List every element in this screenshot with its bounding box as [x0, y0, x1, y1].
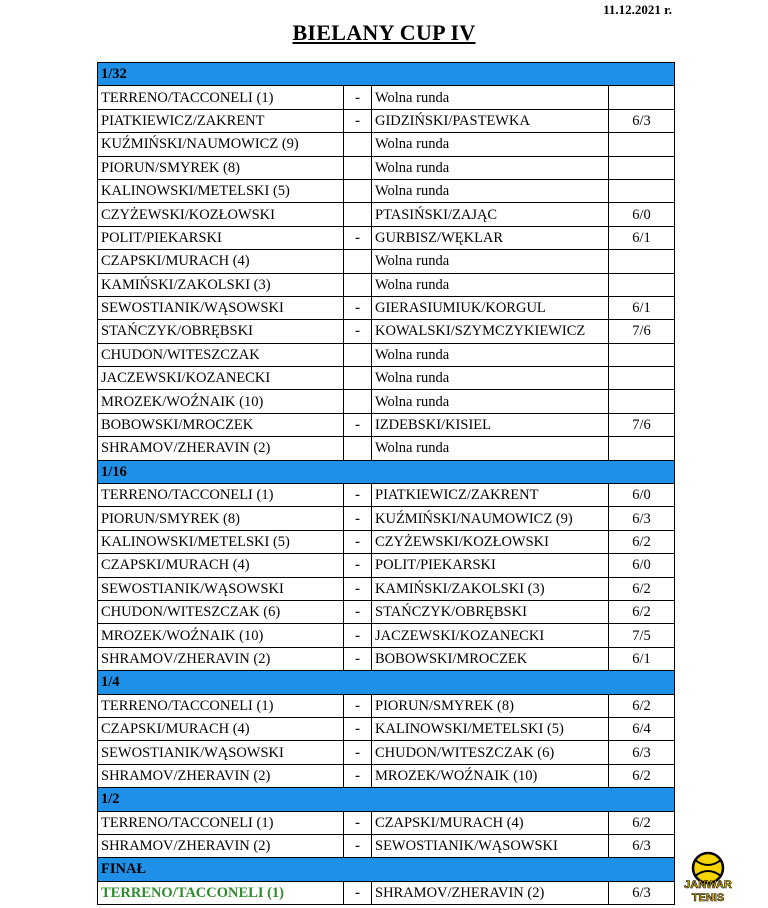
player-1-cell: TERRENO/TACCONELI (1): [98, 86, 344, 109]
separator-cell: -: [344, 717, 372, 740]
player-2-cell: KAMIŃSKI/ZAKOLSKI (3): [372, 577, 609, 600]
separator-cell: -: [344, 320, 372, 343]
match-row: [98, 343, 675, 366]
match-row: [98, 577, 675, 600]
score-cell: 6/2: [609, 811, 675, 834]
score-cell: 6/3: [609, 109, 675, 132]
match-row: [98, 694, 675, 717]
score-cell: 6/2: [609, 577, 675, 600]
match-row: [98, 320, 675, 343]
separator-cell: -: [344, 811, 372, 834]
match-row: [98, 834, 675, 857]
player-1-cell: SHRAMOV/ZHERAVIN (2): [98, 437, 344, 460]
player-2-cell: GURBISZ/WĘKLAR: [372, 226, 609, 249]
match-row: [98, 530, 675, 553]
score-cell: [609, 437, 675, 460]
player-1-cell: KUŹMIŃSKI/NAUMOWICZ (9): [98, 133, 344, 156]
separator-cell: -: [344, 226, 372, 249]
player-1-cell: KALINOWSKI/METELSKI (5): [98, 179, 344, 202]
player-1-cell: PIORUN/SMYREK (8): [98, 156, 344, 179]
player-2-cell: Wolna runda: [372, 367, 609, 390]
round-header: [98, 63, 675, 86]
player-1-cell: TERRENO/TACCONELI (1): [98, 484, 344, 507]
player-2-cell: CHUDON/WITESZCZAK (6): [372, 741, 609, 764]
separator-cell: [344, 156, 372, 179]
separator-cell: [344, 367, 372, 390]
player-1-cell: CHUDON/WITESZCZAK (6): [98, 600, 344, 623]
score-cell: 6/4: [609, 717, 675, 740]
score-cell: 6/1: [609, 296, 675, 319]
player-2-cell: Wolna runda: [372, 273, 609, 296]
player-1-cell: TERRENO/TACCONELI (1): [98, 694, 344, 717]
round-header: [98, 788, 675, 811]
match-row: [98, 179, 675, 202]
player-2-cell: BOBOWSKI/MROCZEK: [372, 647, 609, 670]
match-row: [98, 507, 675, 530]
player-2-cell: IZDEBSKI/KISIEL: [372, 413, 609, 436]
tournament-date: 11.12.2021 r.: [603, 2, 672, 17]
player-2-cell: CZAPSKI/MURACH (4): [372, 811, 609, 834]
player-2-cell: Wolna runda: [372, 133, 609, 156]
player-1-cell: SEWOSTIANIK/WĄSOWSKI: [98, 296, 344, 319]
separator-cell: [344, 203, 372, 226]
player-2-cell: JACZEWSKI/KOZANECKI: [372, 624, 609, 647]
score-cell: 6/2: [609, 530, 675, 553]
separator-cell: -: [344, 741, 372, 764]
score-cell: 6/3: [609, 741, 675, 764]
score-cell: [609, 343, 675, 366]
player-2-cell: PTASIŃSKI/ZAJĄC: [372, 203, 609, 226]
player-1-cell: MROZEK/WOŹNAIK (10): [98, 624, 344, 647]
player-1-cell: SEWOSTIANIK/WĄSOWSKI: [98, 741, 344, 764]
player-1-cell: TERRENO/TACCONELI (1): [98, 811, 344, 834]
round-header: [98, 671, 675, 694]
score-cell: 6/1: [609, 647, 675, 670]
match-row: [98, 554, 675, 577]
match-row: [98, 226, 675, 249]
player-1-cell: JACZEWSKI/KOZANECKI: [98, 367, 344, 390]
match-row: [98, 109, 675, 132]
score-cell: [609, 367, 675, 390]
separator-cell: [344, 390, 372, 413]
player-2-cell: KUŹMIŃSKI/NAUMOWICZ (9): [372, 507, 609, 530]
player-1-cell: SEWOSTIANIK/WĄSOWSKI: [98, 577, 344, 600]
player-2-cell: MROZEK/WOŹNAIK (10): [372, 764, 609, 787]
match-row: [98, 647, 675, 670]
match-row: [98, 811, 675, 834]
match-row: [98, 203, 675, 226]
match-row: [98, 741, 675, 764]
player-1-cell: SHRAMOV/ZHERAVIN (2): [98, 647, 344, 670]
player-2-cell: KOWALSKI/SZYMCZYKIEWICZ: [372, 320, 609, 343]
player-2-cell: GIDZIŃSKI/PASTEWKA: [372, 109, 609, 132]
janwar-tenis-logo: [680, 850, 736, 904]
match-row: [98, 437, 675, 460]
separator-cell: -: [344, 600, 372, 623]
player-1-cell: CHUDON/WITESZCZAK: [98, 343, 344, 366]
player-1-cell: KAMIŃSKI/ZAKOLSKI (3): [98, 273, 344, 296]
score-cell: [609, 86, 675, 109]
separator-cell: -: [344, 694, 372, 717]
player-2-cell: SHRAMOV/ZHERAVIN (2): [372, 881, 609, 904]
player-1-cell: KALINOWSKI/METELSKI (5): [98, 530, 344, 553]
separator-cell: [344, 273, 372, 296]
score-cell: [609, 250, 675, 273]
player-1-cell: SHRAMOV/ZHERAVIN (2): [98, 764, 344, 787]
round-label: 1/2: [98, 788, 675, 811]
logo-text-janwar: JANWAR: [684, 879, 732, 891]
player-1-cell: TERRENO/TACCONELI (1): [98, 881, 344, 904]
player-2-cell: STAŃCZYK/OBRĘBSKI: [372, 600, 609, 623]
match-row: [98, 296, 675, 319]
separator-cell: -: [344, 647, 372, 670]
round-label: 1/4: [98, 671, 675, 694]
match-row: [98, 413, 675, 436]
player-2-cell: POLIT/PIEKARSKI: [372, 554, 609, 577]
player-2-cell: PIATKIEWICZ/ZAKRENT: [372, 484, 609, 507]
player-2-cell: Wolna runda: [372, 156, 609, 179]
separator-cell: -: [344, 109, 372, 132]
player-1-cell: CZAPSKI/MURACH (4): [98, 554, 344, 577]
separator-cell: [344, 437, 372, 460]
player-2-cell: Wolna runda: [372, 437, 609, 460]
player-1-cell: CZYŻEWSKI/KOZŁOWSKI: [98, 203, 344, 226]
round-label: FINAŁ: [98, 858, 675, 881]
score-cell: 7/5: [609, 624, 675, 647]
player-2-cell: KALINOWSKI/METELSKI (5): [372, 717, 609, 740]
separator-cell: -: [344, 554, 372, 577]
score-cell: 6/0: [609, 484, 675, 507]
player-2-cell: Wolna runda: [372, 390, 609, 413]
separator-cell: [344, 250, 372, 273]
score-cell: [609, 390, 675, 413]
separator-cell: [344, 343, 372, 366]
round-label: 1/16: [98, 460, 675, 483]
match-row: [98, 367, 675, 390]
player-1-cell: MROZEK/WOŹNAIK (10): [98, 390, 344, 413]
match-row: [98, 717, 675, 740]
separator-cell: -: [344, 296, 372, 319]
match-row: [98, 133, 675, 156]
score-cell: 6/2: [609, 764, 675, 787]
separator-cell: -: [344, 834, 372, 857]
score-cell: 6/3: [609, 881, 675, 904]
player-1-cell: PIORUN/SMYREK (8): [98, 507, 344, 530]
player-1-cell: CZAPSKI/MURACH (4): [98, 717, 344, 740]
player-2-cell: CZYŻEWSKI/KOZŁOWSKI: [372, 530, 609, 553]
score-cell: 6/3: [609, 834, 675, 857]
score-cell: 6/0: [609, 203, 675, 226]
player-2-cell: SEWOSTIANIK/WĄSOWSKI: [372, 834, 609, 857]
separator-cell: -: [344, 484, 372, 507]
player-1-cell: SHRAMOV/ZHERAVIN (2): [98, 834, 344, 857]
separator-cell: -: [344, 764, 372, 787]
player-2-cell: Wolna runda: [372, 343, 609, 366]
match-row: [98, 86, 675, 109]
match-row: [98, 600, 675, 623]
separator-cell: -: [344, 413, 372, 436]
player-1-cell: STAŃCZYK/OBRĘBSKI: [98, 320, 344, 343]
score-cell: [609, 133, 675, 156]
player-1-cell: CZAPSKI/MURACH (4): [98, 250, 344, 273]
player-1-cell: POLIT/PIEKARSKI: [98, 226, 344, 249]
score-cell: [609, 156, 675, 179]
match-row: [98, 390, 675, 413]
score-cell: 7/6: [609, 413, 675, 436]
score-cell: 6/0: [609, 554, 675, 577]
match-row: [98, 881, 675, 904]
score-cell: [609, 273, 675, 296]
score-cell: 7/6: [609, 320, 675, 343]
separator-cell: -: [344, 507, 372, 530]
separator-cell: [344, 133, 372, 156]
round-header: [98, 858, 675, 881]
match-row: [98, 624, 675, 647]
score-cell: 6/3: [609, 507, 675, 530]
player-2-cell: Wolna runda: [372, 86, 609, 109]
player-1-cell: PIATKIEWICZ/ZAKRENT: [98, 109, 344, 132]
match-row: [98, 273, 675, 296]
score-cell: [609, 179, 675, 202]
separator-cell: -: [344, 577, 372, 600]
score-cell: 6/2: [609, 600, 675, 623]
match-row: [98, 484, 675, 507]
round-header: [98, 460, 675, 483]
separator-cell: -: [344, 624, 372, 647]
match-row: [98, 156, 675, 179]
match-row: [98, 250, 675, 273]
score-cell: 6/1: [609, 226, 675, 249]
round-label: 1/32: [98, 63, 675, 86]
player-2-cell: GIERASIUMIUK/KORGUL: [372, 296, 609, 319]
score-cell: 6/2: [609, 694, 675, 717]
separator-cell: -: [344, 86, 372, 109]
separator-cell: -: [344, 530, 372, 553]
separator-cell: -: [344, 881, 372, 904]
page-title: BIELANY CUP IV: [292, 20, 476, 45]
player-2-cell: Wolna runda: [372, 179, 609, 202]
results-table: [97, 62, 675, 905]
player-2-cell: Wolna runda: [372, 250, 609, 273]
match-row: [98, 764, 675, 787]
separator-cell: [344, 179, 372, 202]
player-2-cell: PIORUN/SMYREK (8): [372, 694, 609, 717]
logo-text-tenis: TENIS: [691, 892, 725, 904]
player-1-cell: BOBOWSKI/MROCZEK: [98, 413, 344, 436]
